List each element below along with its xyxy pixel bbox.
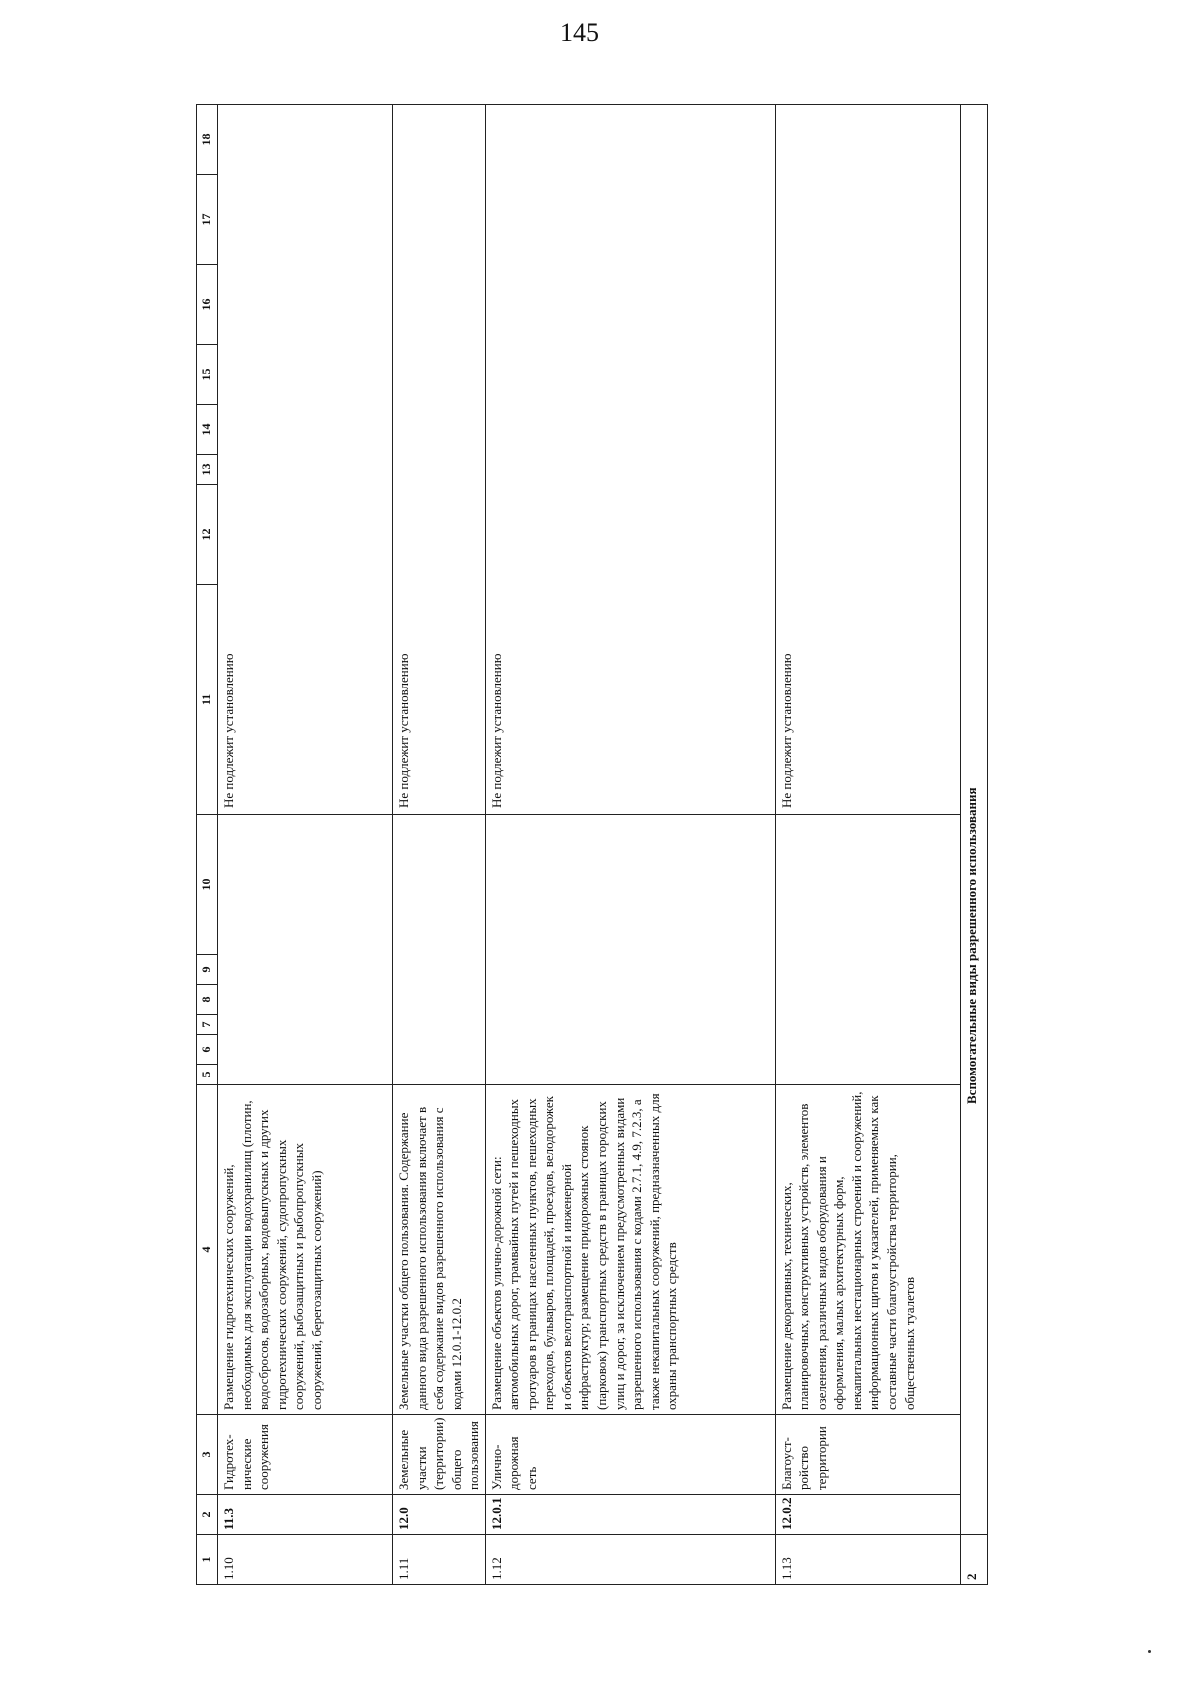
row-note: Не подлежит установлению [485, 105, 775, 815]
use-name: Гидротех-нические сооружения [218, 1415, 393, 1495]
scan-speck [1148, 1650, 1151, 1653]
row-number: 1.10 [218, 1535, 393, 1585]
col-header: 4 [197, 1085, 218, 1415]
use-description: Размещение декоративных, технических, планировочных, конструктивных устройств, элементов озеленения, различных видов оборудования и оформления, малых архитектурных форм, некапитальных нестационарных строений и сооружений, информационных щитов и указателей, применяемых как составные части благоустройства территории, общественных туалетов [775, 1085, 960, 1415]
table-row [218, 105, 393, 1585]
use-code: 11.3 [218, 1495, 393, 1535]
section-number: 2 [960, 1535, 987, 1585]
land-use-table [196, 104, 988, 1585]
col-header: 10 [197, 815, 218, 955]
row-note: Не подлежит установлению [393, 105, 486, 815]
use-name: Улично-дорожная сеть [485, 1415, 775, 1495]
use-name: Благоуст-ройство территории [775, 1415, 960, 1495]
empty-params [485, 815, 775, 1085]
col-header: 9 [197, 955, 218, 985]
use-description: Размещение объектов улично-дорожной сети: автомобильных дорог, трамвайных путей и пешеходных тротуаров в границах населенных пунктов, пешеходных переходов, бульваров, площадей, проездов, велодорожек и объектов велотранспортной и инженерной инфраструктур; размещение придорожных стоянок (парковок) транспортных средств в границах городских улиц и дорог, за исключением предусмотренных видами разрешенного использования с кодами 2.7.1, 4.9, 7.2.3, а также некапитальных сооружений, предназначенных для охраны транспортных средств [485, 1085, 775, 1415]
col-header: 2 [197, 1495, 218, 1535]
table-row [393, 105, 486, 1585]
col-header: 8 [197, 985, 218, 1015]
table-row [775, 105, 960, 1585]
use-description: Размещение гидротехнических сооружений, необходимых для эксплуатации водохранилищ (плотин, водосбросов, водозаборных, водовыпускных и других гидротехнических сооружений, судопропускных сооружений, рыбозащитных и рыбопропускных сооружений, берегозащитных сооружений) [218, 1085, 393, 1415]
col-header: 11 [197, 585, 218, 815]
col-header: 5 [197, 1065, 218, 1085]
empty-params [775, 815, 960, 1085]
col-header: 12 [197, 485, 218, 585]
col-header: 14 [197, 405, 218, 455]
col-header: 1 [197, 1535, 218, 1585]
col-header: 18 [197, 105, 218, 175]
empty-params [393, 815, 486, 1085]
col-header: 13 [197, 455, 218, 485]
row-number: 1.11 [393, 1535, 486, 1585]
row-number: 1.12 [485, 1535, 775, 1585]
use-description: Земельные участки общего пользования. Содержание данного вида разрешенного использования включает в себя содержание видов разрешенного использования с кодами 12.0.1-12.0.2 [393, 1085, 486, 1415]
use-code: 12.0.2 [775, 1495, 960, 1535]
rotated-table-container [196, 105, 1046, 1585]
col-header: 7 [197, 1015, 218, 1035]
row-note: Не подлежит установлению [218, 105, 393, 815]
empty-params [218, 815, 393, 1085]
header-row [197, 105, 218, 1585]
col-header: 6 [197, 1035, 218, 1065]
col-header: 15 [197, 345, 218, 405]
col-header: 16 [197, 265, 218, 345]
row-note: Не подлежит установлению [775, 105, 960, 815]
section-row [960, 105, 987, 1585]
use-code: 12.0 [393, 1495, 486, 1535]
use-name: Земельные участки (территории) общего пользования [393, 1415, 486, 1495]
use-code: 12.0.1 [485, 1495, 775, 1535]
page-number: 145 [560, 18, 599, 47]
table-row [485, 105, 775, 1585]
col-header: 3 [197, 1415, 218, 1495]
col-header: 17 [197, 175, 218, 265]
section-title: Вспомогательные виды разрешенного использования [960, 105, 987, 1535]
row-number: 1.13 [775, 1535, 960, 1585]
